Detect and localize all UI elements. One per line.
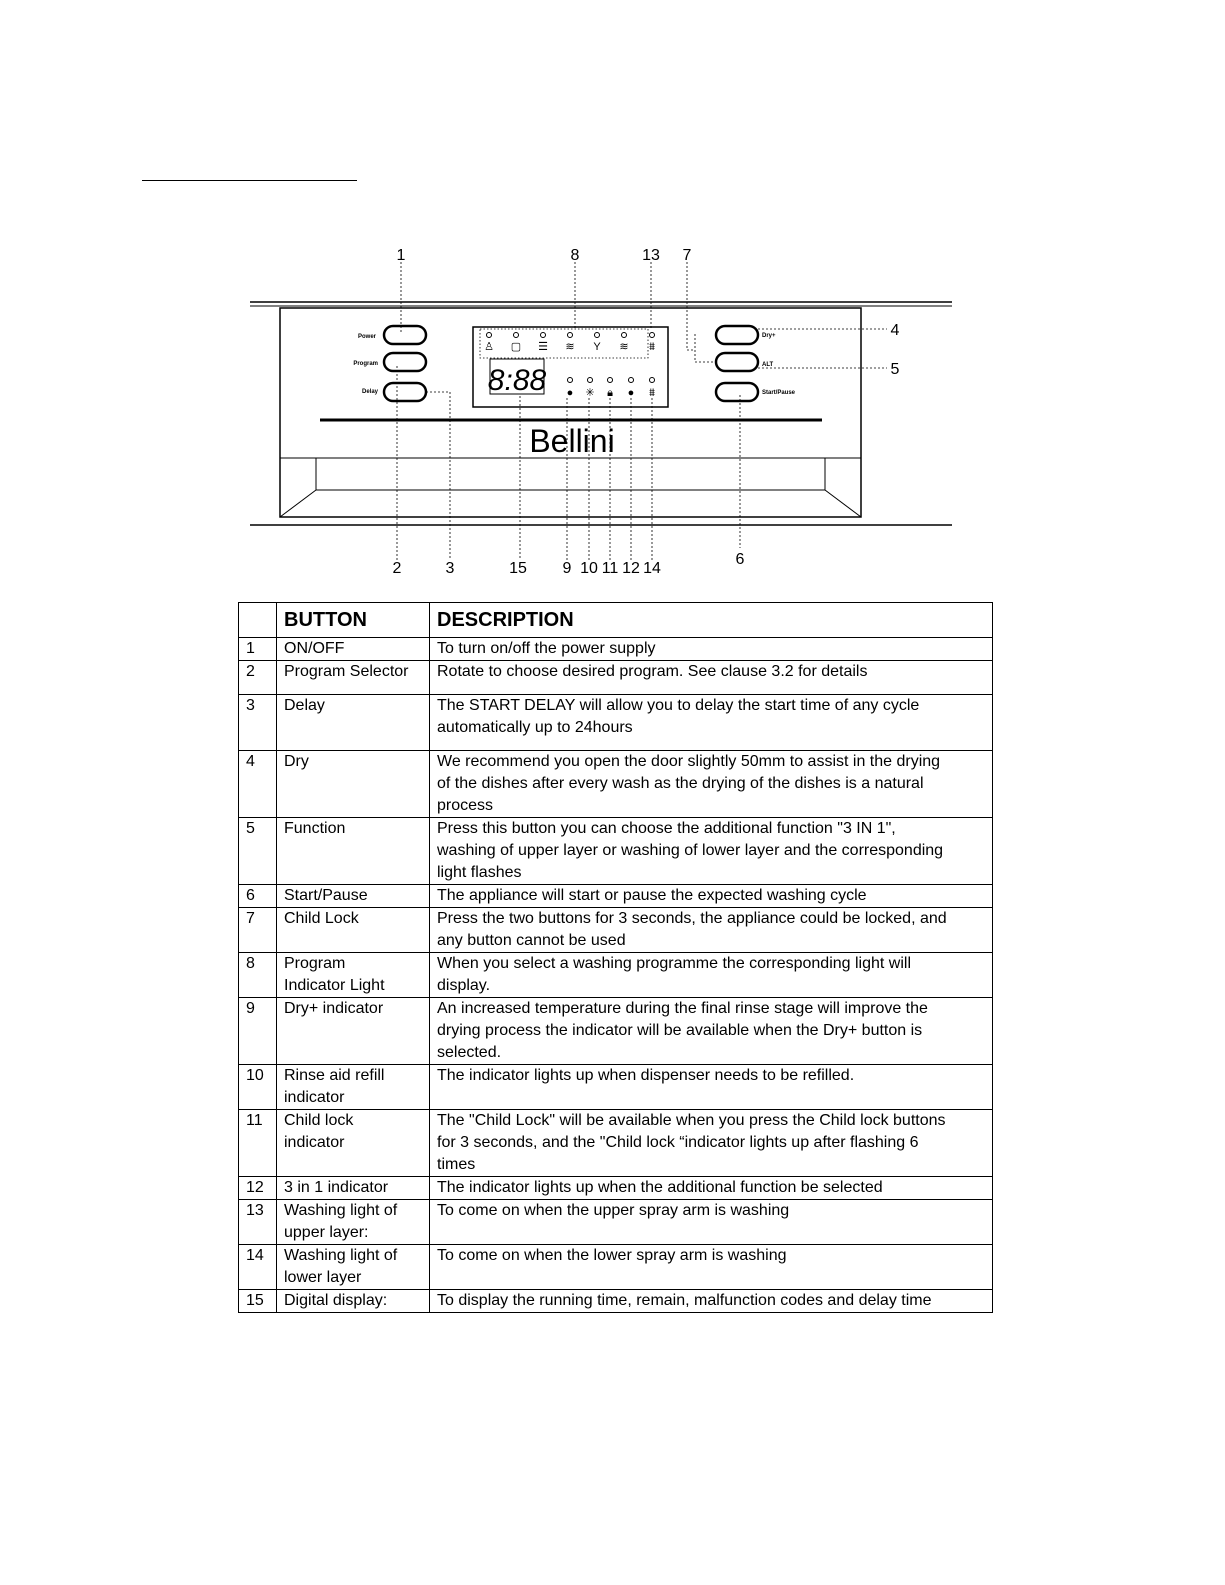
callout-14: 14 — [643, 560, 661, 577]
svg-text:✳: ✳ — [585, 387, 595, 399]
description-line: The "Child Lock" will be available when you press the Child lock buttons — [437, 1112, 946, 1129]
svg-text:●: ● — [566, 387, 574, 399]
table-row — [239, 908, 993, 953]
svg-text:≋: ≋ — [565, 341, 575, 353]
row-button — [277, 818, 430, 885]
row-number: 14 — [239, 1245, 277, 1290]
description-line: To display the running time, remain, malfunction codes and delay time — [437, 1292, 932, 1309]
row-button — [277, 1290, 430, 1313]
svg-text:⩩: ⩩ — [649, 387, 655, 399]
button-name-line: Indicator Light — [284, 977, 385, 994]
digital-display: 8:88 — [487, 364, 547, 397]
callout-2: 2 — [392, 560, 402, 577]
row-number: 2 — [239, 661, 277, 695]
table-row — [239, 1065, 993, 1110]
description-line: display. — [437, 977, 491, 994]
callout-7: 7 — [682, 247, 692, 264]
button-name-line: Child lock — [284, 1112, 354, 1129]
row-description — [430, 638, 993, 661]
svg-text:●: ● — [627, 387, 635, 399]
header-description: DESCRIPTION — [430, 603, 993, 638]
table-header-row — [239, 603, 993, 638]
description-line: An increased temperature during the final rinse stage will improve the — [437, 1000, 928, 1017]
row-number: 4 — [239, 751, 277, 818]
callout-6: 6 — [735, 551, 745, 568]
svg-text:♙: ♙ — [484, 341, 494, 353]
callout-15: 15 — [509, 560, 527, 577]
row-button — [277, 1177, 430, 1200]
callout-3: 3 — [445, 560, 455, 577]
program-label: Program — [353, 361, 378, 367]
row-number: 6 — [239, 885, 277, 908]
row-button — [277, 661, 430, 695]
table-row — [239, 1200, 993, 1245]
table-row — [239, 1177, 993, 1200]
description-line: The indicator lights up when dispenser needs to be refilled. — [437, 1067, 855, 1084]
description-line: Press the two buttons for 3 seconds, the appliance could be locked, and — [437, 910, 947, 927]
description-line: To come on when the lower spray arm is washing — [437, 1247, 787, 1264]
dry-plus-label: Dry+ — [762, 333, 776, 339]
button-name-line: indicator — [284, 1134, 345, 1151]
control-panel-diagram — [0, 240, 1225, 585]
row-description — [430, 1065, 993, 1110]
svg-text:⩩: ⩩ — [649, 341, 655, 353]
row-description — [430, 1290, 993, 1313]
row-description — [430, 661, 993, 695]
description-line: drying process the indicator will be available when the Dry+ button is — [437, 1022, 923, 1039]
button-name-line: Program — [284, 955, 346, 972]
row-number: 11 — [239, 1110, 277, 1177]
callout-10: 10 — [580, 560, 598, 577]
row-description — [430, 1110, 993, 1177]
dry-plus-button[interactable] — [716, 326, 758, 344]
description-line: We recommend you open the door slightly 50mm to assist in the drying — [437, 753, 941, 770]
power-button[interactable] — [384, 326, 426, 344]
table-row — [239, 638, 993, 661]
button-name-line: 3 in 1 indicator — [284, 1179, 389, 1196]
table-row — [239, 953, 993, 998]
button-name-line: Dry — [284, 753, 309, 770]
header-button: BUTTON — [277, 603, 430, 638]
description-line: of the dishes after every wash as the drying of the dishes is a natural — [437, 775, 924, 792]
table-row — [239, 885, 993, 908]
table-row — [239, 998, 993, 1065]
row-description — [430, 1200, 993, 1245]
description-line: automatically up to 24hours — [437, 719, 633, 736]
svg-text:🔒︎: 🔒︎ — [607, 387, 613, 399]
callout-4: 4 — [890, 322, 900, 339]
description-line: To turn on/off the power supply — [437, 640, 656, 657]
row-button — [277, 1200, 430, 1245]
table-row — [239, 1110, 993, 1177]
button-name-line: upper layer: — [284, 1224, 369, 1241]
row-description — [430, 885, 993, 908]
description-line: The START DELAY will allow you to delay the start time of any cycle — [437, 697, 920, 714]
row-button — [277, 1110, 430, 1177]
description-line: When you select a washing programme the corresponding light will — [437, 955, 912, 972]
row-description — [430, 695, 993, 751]
row-description — [430, 818, 993, 885]
row-number: 9 — [239, 998, 277, 1065]
description-line: washing of upper layer or washing of lower layer and the corresponding — [437, 842, 944, 859]
row-button — [277, 998, 430, 1065]
row-button — [277, 695, 430, 751]
button-name-line: ON/OFF — [284, 640, 345, 657]
button-name-line: Function — [284, 820, 346, 837]
callout-1: 1 — [396, 247, 406, 264]
row-description — [430, 1245, 993, 1290]
row-button — [277, 1245, 430, 1290]
delay-label: Delay — [361, 389, 378, 395]
description-line: The appliance will start or pause the expected washing cycle — [437, 887, 867, 904]
row-number: 10 — [239, 1065, 277, 1110]
row-description — [430, 751, 993, 818]
row-button — [277, 638, 430, 661]
delay-button[interactable] — [384, 383, 426, 401]
button-name-line: Digital display: — [284, 1292, 388, 1309]
start-pause-label: Start/Pause — [762, 390, 796, 396]
table-row — [239, 818, 993, 885]
description-line: The indicator lights up when the additional function be selected — [437, 1179, 883, 1196]
callout-13: 13 — [642, 247, 660, 264]
svg-text:Y: Y — [593, 341, 601, 353]
description-line: Press this button you can choose the additional function "3 IN 1", — [437, 820, 896, 837]
row-button — [277, 908, 430, 953]
callout-9: 9 — [562, 560, 572, 577]
table-row — [239, 695, 993, 751]
heading-underline — [142, 180, 357, 181]
table-row — [239, 661, 993, 695]
description-line: for 3 seconds, and the "Child lock “indicator lights up after flashing 6 — [437, 1134, 919, 1151]
row-number: 5 — [239, 818, 277, 885]
button-name-line: indicator — [284, 1089, 345, 1106]
description-line: process — [437, 797, 494, 814]
row-button — [277, 751, 430, 818]
brand-logo: Bellini — [529, 423, 615, 459]
button-name-line: Delay — [284, 697, 325, 714]
row-number: 13 — [239, 1200, 277, 1245]
row-number: 3 — [239, 695, 277, 751]
description-line: any button cannot be used — [437, 932, 626, 949]
description-line: Rotate to choose desired program. See clause 3.2 for details — [437, 663, 868, 680]
row-description — [430, 953, 993, 998]
row-number: 15 — [239, 1290, 277, 1313]
row-number: 12 — [239, 1177, 277, 1200]
description-line: To come on when the upper spray arm is washing — [437, 1202, 790, 1219]
callout-12: 12 — [622, 560, 640, 577]
svg-text:≋: ≋ — [619, 341, 629, 353]
callout-8: 8 — [570, 247, 580, 264]
row-number: 7 — [239, 908, 277, 953]
button-name-line: lower layer — [284, 1269, 362, 1286]
alt-button[interactable] — [716, 353, 758, 371]
program-button[interactable] — [384, 353, 426, 371]
start-pause-button[interactable] — [716, 383, 758, 401]
description-line: light flashes — [437, 864, 522, 881]
button-name-line: Rinse aid refill — [284, 1067, 385, 1084]
svg-text:☰: ☰ — [538, 341, 548, 353]
header-number — [239, 603, 277, 638]
callout-5: 5 — [890, 361, 900, 378]
button-name-line: Program Selector — [284, 663, 409, 680]
button-name-line: Dry+ indicator — [284, 1000, 384, 1017]
row-description — [430, 998, 993, 1065]
power-label: Power — [357, 334, 376, 340]
row-description — [430, 908, 993, 953]
svg-text:▢: ▢ — [510, 341, 522, 353]
table-row — [239, 751, 993, 818]
table-row — [239, 1290, 993, 1313]
description-line: times — [437, 1156, 476, 1173]
table-row — [239, 1245, 993, 1290]
row-button — [277, 1065, 430, 1110]
callout-11: 11 — [601, 560, 619, 577]
row-number: 1 — [239, 638, 277, 661]
description-line: selected. — [437, 1044, 502, 1061]
row-button — [277, 953, 430, 998]
button-description-table — [238, 602, 993, 1313]
button-name-line: Washing light of — [284, 1247, 398, 1264]
row-description — [430, 1177, 993, 1200]
button-name-line: Washing light of — [284, 1202, 398, 1219]
row-button — [277, 885, 430, 908]
button-name-line: Start/Pause — [284, 887, 368, 904]
row-number: 8 — [239, 953, 277, 998]
alt-label: ALT — [762, 362, 774, 368]
button-name-line: Child Lock — [284, 910, 359, 927]
